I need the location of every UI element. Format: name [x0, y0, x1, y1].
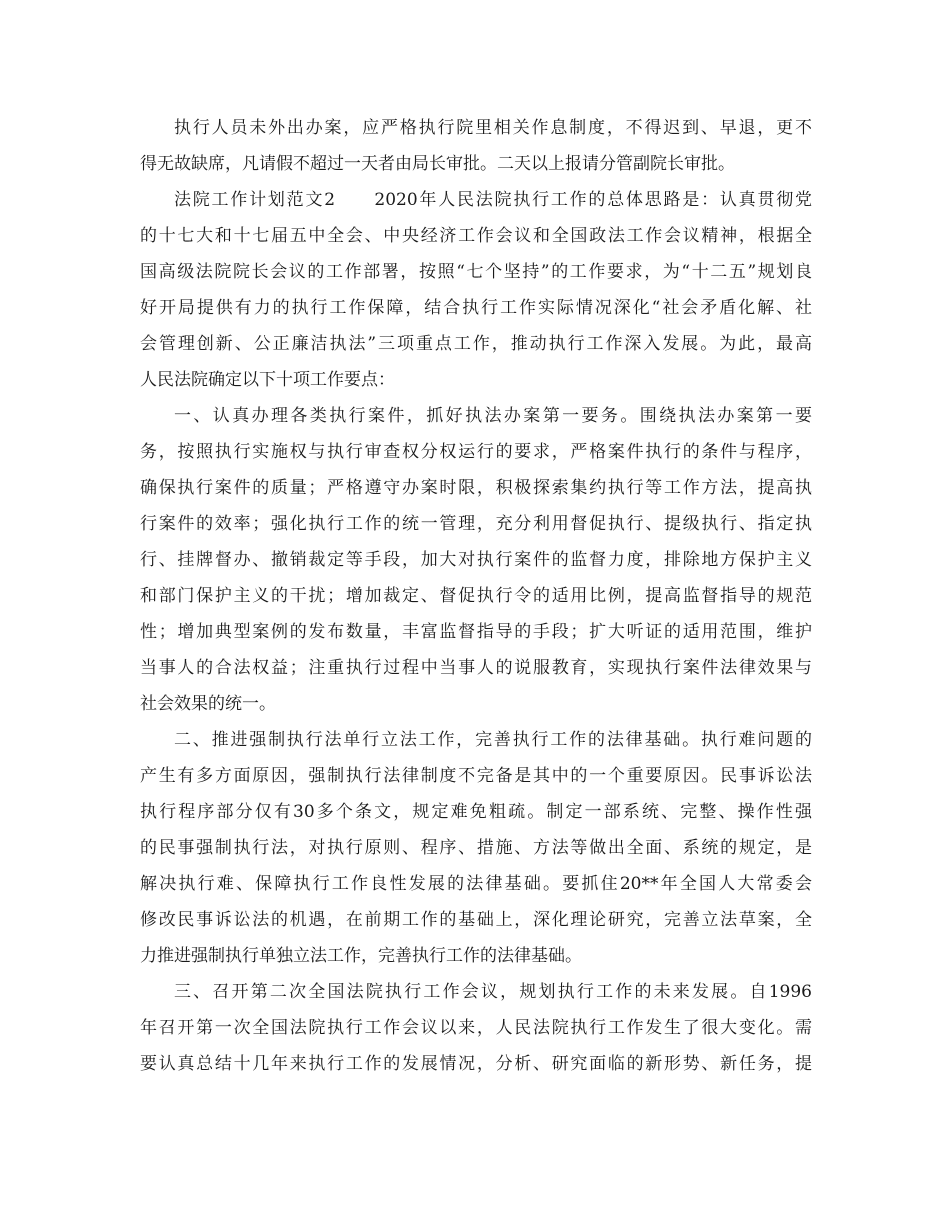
text-line: 力推进强制执行单独立法工作，完善执行工作的法律基础。 [140, 946, 582, 966]
text-line: 性；增加典型案例的发布数量，丰富监督指导的手段；扩大听证的适用范围，维护 [140, 622, 812, 642]
text-line: 要认真总结十几年来执行工作的发展情况，分析、研究面临的新形势、新任务，提 [140, 1054, 812, 1074]
text-line: 会管理创新、公正廉洁执法”三项重点工作，推动执行工作深入发展。为此，最高 [140, 334, 812, 354]
text-line: 年召开第一次全国法院执行工作会议以来，人民法院执行工作发生了很大变化。需 [140, 1018, 812, 1038]
text-line: 行、挂牌督办、撤销裁定等手段，加大对执行案件的监督力度，排除地方保护主义 [140, 550, 812, 570]
text-line: 国高级法院院长会议的工作部署，按照“七个坚持”的工作要求，为“十二五”规划良 [140, 262, 812, 282]
text-line: 法院工作计划范文2 2020年人民法院执行工作的总体思路是：认真贯彻党 [174, 190, 812, 210]
text-line: 和部门保护主义的干扰；增加裁定、督促执行令的适用比例，提高监督指导的规范 [140, 586, 812, 606]
text-line: 好开局提供有力的执行工作保障，结合执行工作实际情况深化“社会矛盾化解、社 [140, 298, 812, 318]
text-line: 执行人员未外出办案，应严格执行院里相关作息制度，不得迟到、早退，更不 [174, 118, 812, 138]
text-line: 产生有多方面原因，强制执行法律制度不完备是其中的一个重要原因。民事诉讼法 [140, 766, 812, 786]
text-line: 修改民事诉讼法的机遇，在前期工作的基础上，深化理论研究，完善立法草案，全 [140, 910, 812, 930]
text-line: 当事人的合法权益；注重执行过程中当事人的说服教育，实现执行案件法律效果与 [140, 658, 812, 678]
text-line: 一、认真办理各类执行案件，抓好执法办案第一要务。围绕执法办案第一要 [174, 406, 812, 426]
text-line: 的民事强制执行法，对执行原则、程序、措施、方法等做出全面、系统的规定，是 [140, 838, 812, 858]
text-line: 执行程序部分仅有30多个条文，规定难免粗疏。制定一部系统、完整、操作性强 [140, 802, 812, 822]
text-line: 得无故缺席，凡请假不超过一天者由局长审批。二天以上报请分管副院长审批。 [140, 154, 735, 174]
text-line: 行案件的效率；强化执行工作的统一管理，充分利用督促执行、提级执行、指定执 [140, 514, 812, 534]
text-line: 二、推进强制执行法单行立法工作，完善执行工作的法律基础。执行难问题的 [174, 730, 812, 750]
text-line: 人民法院确定以下十项工作要点： [140, 370, 395, 390]
text-line: 社会效果的统一。 [140, 694, 276, 714]
text-line: 的十七大和十七届五中全会、中央经济工作会议和全国政法工作会议精神，根据全 [140, 226, 812, 246]
document-body [140, 110, 812, 1082]
text-line: 务，按照执行实施权与执行审查权分权运行的要求，严格案件执行的条件与程序， [140, 442, 812, 462]
text-line: 三、召开第二次全国法院执行工作会议，规划执行工作的未来发展。自1996 [174, 982, 812, 1002]
text-line: 确保执行案件的质量；严格遵守办案时限，积极探索集约执行等工作方法，提高执 [140, 478, 812, 498]
text-line: 解决执行难、保障执行工作良性发展的法律基础。要抓住20**年全国人大常委会 [140, 874, 812, 894]
